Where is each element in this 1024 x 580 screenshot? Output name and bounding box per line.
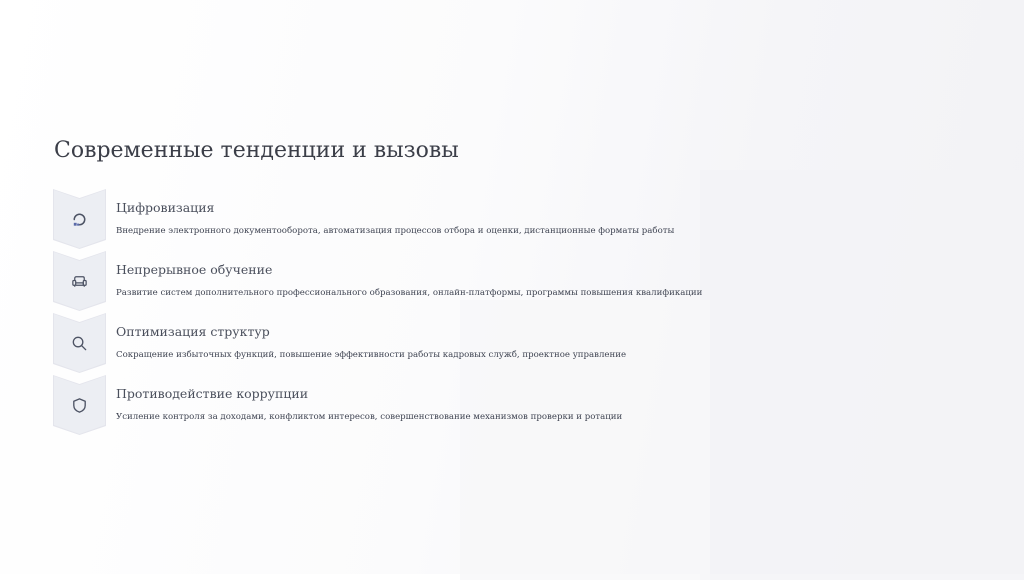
search-icon <box>70 334 89 353</box>
step-description: Внедрение электронного документооборота, автоматизация процессов отбора и оценки, дистанционные форматы работы <box>116 226 675 236</box>
step-description: Развитие систем дополнительного профессионального образования, онлайн-платформы, программы повышения квалификации <box>116 288 703 298</box>
sofa-icon <box>70 272 89 291</box>
step-item-digitalization <box>53 189 753 251</box>
step-description: Сокращение избыточных функций, повышение эффективности работы кадровых служб, проектное управление <box>116 350 627 360</box>
shield-icon <box>70 396 89 415</box>
digital-refresh-icon <box>70 210 89 229</box>
step-title: Цифровизация <box>116 200 215 215</box>
steps-list <box>53 189 753 437</box>
step-item-continuous-learning <box>53 251 753 313</box>
step-title: Противодействие коррупции <box>116 386 309 401</box>
slide-title: Современные тенденции и вызовы <box>54 138 459 163</box>
step-description: Усиление контроля за доходами, конфликтом интересов, совершенствование механизмов проверки и ротации <box>116 412 623 422</box>
step-item-optimization <box>53 313 753 375</box>
step-item-anti-corruption <box>53 375 753 437</box>
step-title: Оптимизация структур <box>116 324 270 339</box>
step-title: Непрерывное обучение <box>116 262 273 277</box>
